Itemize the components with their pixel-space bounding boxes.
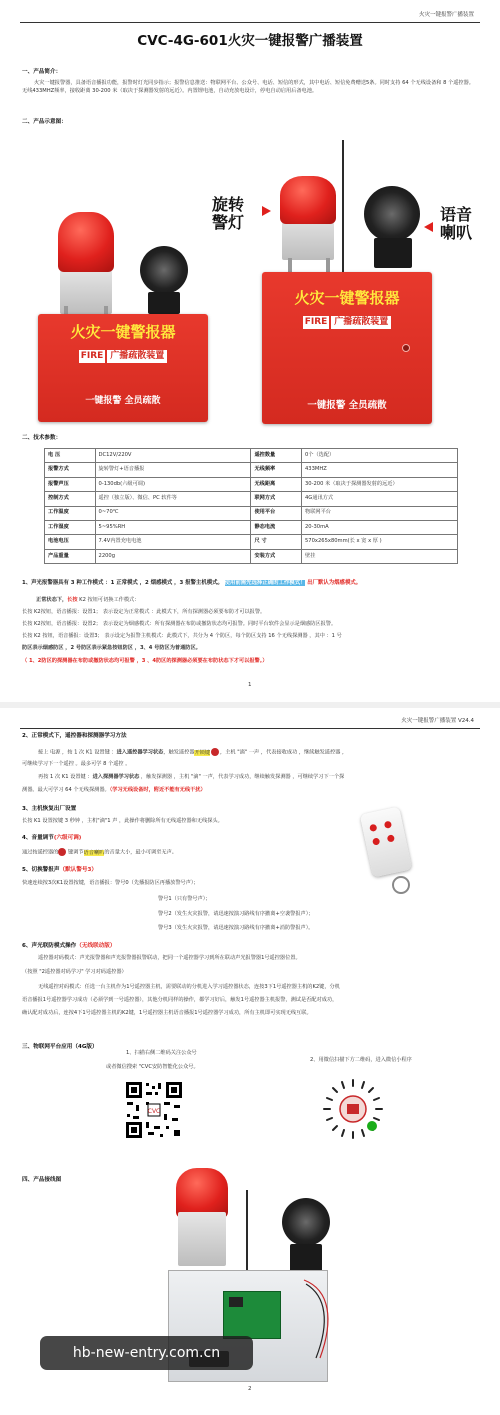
mini-program-code-icon[interactable] [320, 1076, 386, 1142]
spec-value-cell: 旋转警灯+语音播报 [95, 463, 251, 477]
p2-unlock-key: 开锁键 [194, 749, 211, 756]
spec-key-cell: 无线距离 [251, 477, 302, 491]
p5-title-b: （默认警号3） [59, 867, 97, 873]
rotating-lamp-icon [280, 176, 336, 224]
p4-text-a: 通过按遥控器的 [22, 849, 59, 856]
speaker-icon [282, 1198, 330, 1246]
spec-row [45, 549, 458, 563]
p2-l3b: 进入探测器学习状态 [92, 774, 140, 780]
remote-button [369, 824, 377, 832]
spec-key-cell: 电 压 [45, 449, 96, 463]
p6-title-a: 6、声光联防模式操作 [22, 943, 77, 949]
p3-text: 长按 K1 设置按键 3 秒钟 ，主机"滴"1 声 ，此操作将删除所有无线遥控器和无线探头。 [22, 818, 223, 824]
p2-line1 [38, 748, 484, 757]
p5-title-a: 5、切换警报声 [22, 867, 60, 873]
modes-default: 出厂默认为烟感模式。 [307, 580, 362, 586]
p6-line1: 遥控器对码模式：声光报警器和声光报警器报警联动，把同一个遥控器学习到所在联动声光报警器1号遥控器位置。 [38, 955, 301, 961]
unlock-key-icon [211, 748, 219, 756]
callout-lamp: 旋转 警灯 [212, 195, 245, 233]
spec-key-cell: 无线频率 [251, 463, 302, 477]
modes-k2: K2 按钮可切换工作模式： [77, 597, 140, 603]
header-rule [20, 22, 480, 23]
spec-value-cell: 物联网平台 [302, 506, 458, 520]
watermark: hb-new-entry.com.cn [40, 1336, 253, 1370]
p2-l4a: 测器。最大可学习 64 个无线探测器。 [22, 787, 110, 793]
remote-button [384, 821, 392, 829]
antenna [342, 140, 344, 276]
spec-key-cell: 报警方式 [45, 463, 96, 477]
spec-key-cell: 产品重量 [45, 549, 96, 563]
spec-value-cell: 7.4V内置充电电池 [95, 535, 251, 549]
wechat-account-qr-icon[interactable] [124, 1080, 184, 1140]
spec-value-cell: 30-200 米（取决于探测器发射的远近） [302, 477, 458, 491]
box-bottom-text: 一键报警 全员疏散 [85, 395, 161, 406]
modes-line7: （ 1、2防区的探测器在布防或撤防状态均可报警 ，3 、4防区的探测器必须要在布防状态下才可以报警。） [22, 658, 268, 664]
section-intro-title: 一、产品简介： [22, 69, 62, 75]
section-diagram-title: 二、产品示意图： [22, 119, 67, 125]
p6-line4: 语音播报1号遥控器学习成功（必须学到一号遥控器），其他分机同样的操作，都学习好后，触发1号遥控器主机报警，测试是否配对成功， [22, 997, 338, 1003]
p4-title [22, 834, 81, 842]
fire-subtitle: 广播疏散装置 [107, 350, 167, 363]
p4-title-a: 4、音量调节 [22, 835, 54, 841]
modes-line2 [36, 597, 139, 605]
qr2-text: 2、用微信扫描下方二维码，进入微信小程序 [310, 1057, 412, 1063]
remote-control-icon [360, 807, 412, 878]
p3-title: 3、主机恢复出厂设置 [22, 806, 77, 812]
box-title: 火灾一键警报器 [294, 289, 400, 307]
modes-intro: 1、声光报警器具有 3 种工作模式 ：1 正常模式 ，2 烟感模式 ，3 报警主机模式。 [22, 580, 223, 586]
spec-row [45, 520, 458, 534]
p6-line3: 无线遥控对码模式：任选一台主机作为1号遥控器主机，需要联动的分机进入学习遥控器状态，连按3下1号遥控器主机的K2键，分机 [38, 984, 340, 990]
remote-button [372, 837, 380, 845]
p4-text-d: 的音量大小，最小可调至无声。 [104, 849, 177, 856]
fire-tag: FIRE [79, 350, 106, 363]
p4-text-c: 语音喇叭 [83, 849, 105, 856]
p2-line4 [22, 787, 206, 795]
iot-title: 三、物联网平台应用（4G版） [22, 1044, 98, 1050]
spec-value-cell: 0-130db(六级可调) [95, 477, 251, 491]
lock-icon [402, 344, 410, 352]
qr1-line2: 或者微信搜索 "CVC安防智能化公众号。 [106, 1064, 199, 1070]
modes-warning: 使用前需先选择正确的工作模式！ [224, 580, 306, 586]
speaker-mount [148, 292, 180, 314]
p2-title: 2、正常模式下，遥控器和探测器学习方法 [22, 733, 127, 739]
modes-line4: 长按 K2按钮，语音播报：设置2； 表示设定为烟感模式：所有探测器在布防或撤防状态均可报警。同时平台软件会显示是烟感防区报警。 [22, 621, 337, 627]
modes-line3: 长按 K2按钮，语音播报：设置1； 表示设定为正常模式 ：此模式下，所有探测器必须要布防才可以报警。 [22, 609, 266, 615]
box-title: 火灾一键警报器 [70, 323, 176, 341]
qr1-line1: 1、扫描右侧二维码关注公众号 [126, 1050, 197, 1056]
spec-row [45, 449, 458, 463]
spec-value-cell: 20-30mA [302, 520, 458, 534]
running-header: 火灾一键报警广播装置 [418, 12, 474, 18]
svg-text:CVC: CVC [147, 1108, 161, 1115]
p5-line4: 警号3（发生火灾报警，请迅速按演习路线有序撤离+消防警报声）。 [158, 925, 314, 931]
page-number-1: 1 [248, 682, 252, 688]
spec-value-cell: 0个（选配） [302, 449, 458, 463]
fire-tag: FIRE [303, 316, 330, 329]
spec-value-cell: 壁挂 [302, 549, 458, 563]
spec-key-cell: 报警声压 [45, 477, 96, 491]
running-header-2: 火灾一键报警广播装置 V24.4 [401, 718, 474, 724]
antenna [246, 1190, 248, 1280]
spec-value-cell: 5~95%RH [95, 520, 251, 534]
rotating-lamp-icon [58, 212, 114, 272]
p6-line2: （按照 "2遥控器对码学习" 学习对码遥控器） [22, 969, 127, 975]
p6-title-b: （无线联动版） [76, 943, 116, 949]
arrow-right-icon [262, 206, 271, 216]
p5-line3: 警号2（发生火灾报警，请迅速按演习路线有序撤离+空袭警报声）； [158, 911, 314, 917]
spec-key-cell: 静态电流 [251, 520, 302, 534]
p4-title-b: (六级可调) [53, 835, 82, 841]
header-rule-2 [20, 728, 480, 729]
spec-key-cell: 尺 寸 [251, 535, 302, 549]
fire-subtitle: 广播疏散装置 [331, 316, 391, 329]
spec-key-cell: 电池电压 [45, 535, 96, 549]
alarm-box [262, 272, 432, 424]
modes-line5: 长按 K2 按钮，语音播报：设置3； 表示设定为报警主机模式：此模式下，共分为 4 个防区，每个防区支持 16 个无线探测器 ，其中 ：1 号 [22, 633, 342, 639]
chip-icon [229, 1297, 243, 1307]
p4-text-b: 键调节 [66, 849, 84, 856]
p2-line3 [38, 774, 484, 782]
spec-key-cell: 遥控数量 [251, 449, 302, 463]
spec-row [45, 492, 458, 506]
p2-l1c: ，触发遥控器 [163, 749, 195, 756]
p2-l3c: ，触发探测器 ，主机 "滴" 一声，代表学习成功，继续触发探测器 ，可继续学习下一个探 [139, 774, 345, 780]
spec-row [45, 506, 458, 520]
remote-button [387, 834, 395, 842]
arrow-left-icon [424, 222, 433, 232]
modes-longpress: 长按 [67, 597, 78, 603]
modes-state: 正常状态下， [36, 597, 68, 603]
callout-horn: 语音 喇叭 [440, 205, 473, 243]
spec-value-cell: DC12V/220V [95, 449, 251, 463]
spec-key-cell: 使用平台 [251, 506, 302, 520]
lamp-base [178, 1212, 226, 1266]
spec-value-cell: 4G通讯方式 [302, 492, 458, 506]
box-bottom-text: 一键报警 全员疏散 [307, 399, 387, 411]
p5-line1: 快速连续按3次K1设置按键，语音播报：警号0（先播报防区再播放警号声）； [22, 880, 199, 886]
spec-key-cell: 联网方式 [251, 492, 302, 506]
speaker-icon [364, 186, 420, 242]
wires-icon [300, 1270, 340, 1360]
rotating-lamp-icon [176, 1168, 228, 1218]
alarm-box [38, 314, 208, 422]
p6-line5: 确认配对成功后，连按4下1号遥控器主机的K2键，1号遥控器主机语音播报1号遥控器学习成功，所有主机即可实现无线互联。 [22, 1010, 312, 1016]
spec-row [45, 477, 458, 491]
p2-l1b: 进入遥控器学习状态 [116, 749, 164, 756]
spec-value-cell: 2200g [95, 549, 251, 563]
p4-text [22, 848, 177, 857]
p2-l4b: （学习无线设备时，附近不能有无线干扰） [109, 787, 206, 793]
modes-line6: 防区表示烟感防区 ，2 号防区表示紧急按钮防区 ，3、4 号防区为普通防区。 [22, 645, 201, 651]
spec-key-cell: 工作湿度 [45, 520, 96, 534]
p5-line2: 警号1（只有警号声）； [158, 896, 211, 902]
spec-value-cell: 0~70℃ [95, 506, 251, 520]
spec-value-cell: 433MHZ [302, 463, 458, 477]
spec-value-cell: 570x265x80mm(长 x 宽 x 厚 ) [302, 535, 458, 549]
p2-line2: 可继续学习下一个遥控 。最多可学 8 个遥控 。 [22, 761, 131, 767]
p2-l3a: 再按 1 次 K1 设置键 ： [38, 774, 93, 780]
p6-title [22, 942, 115, 950]
p5-title [22, 866, 97, 874]
spec-key-cell: 工作温度 [45, 506, 96, 520]
wiring-title: 四、产品接线图 [22, 1177, 62, 1183]
spec-row [45, 535, 458, 549]
modes-line1 [22, 580, 482, 588]
spec-table [44, 448, 458, 564]
keyring-icon [392, 876, 410, 894]
document-title: CVC-4G-601火灾一键报警广播装置 [137, 33, 363, 49]
speaker-icon [140, 246, 188, 294]
spec-row [45, 463, 458, 477]
page-separator [0, 702, 500, 708]
spec-value-cell: 遥控（独立版）、微信、PC 软件等 [95, 492, 251, 506]
speaker-mount [374, 238, 412, 268]
spec-key-cell: 安装方式 [251, 549, 302, 563]
section-intro-text: 火灾一键报警器，具备语音播报功能，报警时灯光同步指示；报警信息推送：物联网平台、公众号、电话、短信的形式，其中电话、短信免费赠送5条。同时支持 64 个无线设备和 8 个遥控器。无线433MHZ频率，接收距离 30-200 米（取决于探测器发射的远近）。内置锂电池，自动充放电设计，停电自动启用后备电池。 [22, 80, 474, 94]
section-specs-title: 二、技术参数： [22, 435, 62, 441]
p2-l1e: ，主机 "滴" 一声 ，代表接收成功 ，继续触发遥控器 ， [220, 749, 348, 756]
p2-l1a: 接上 电源 ，按 1 次 K1 设置键 ： [38, 749, 117, 756]
page-number-2: 2 [248, 1386, 252, 1392]
spec-key-cell: 控制方式 [45, 492, 96, 506]
